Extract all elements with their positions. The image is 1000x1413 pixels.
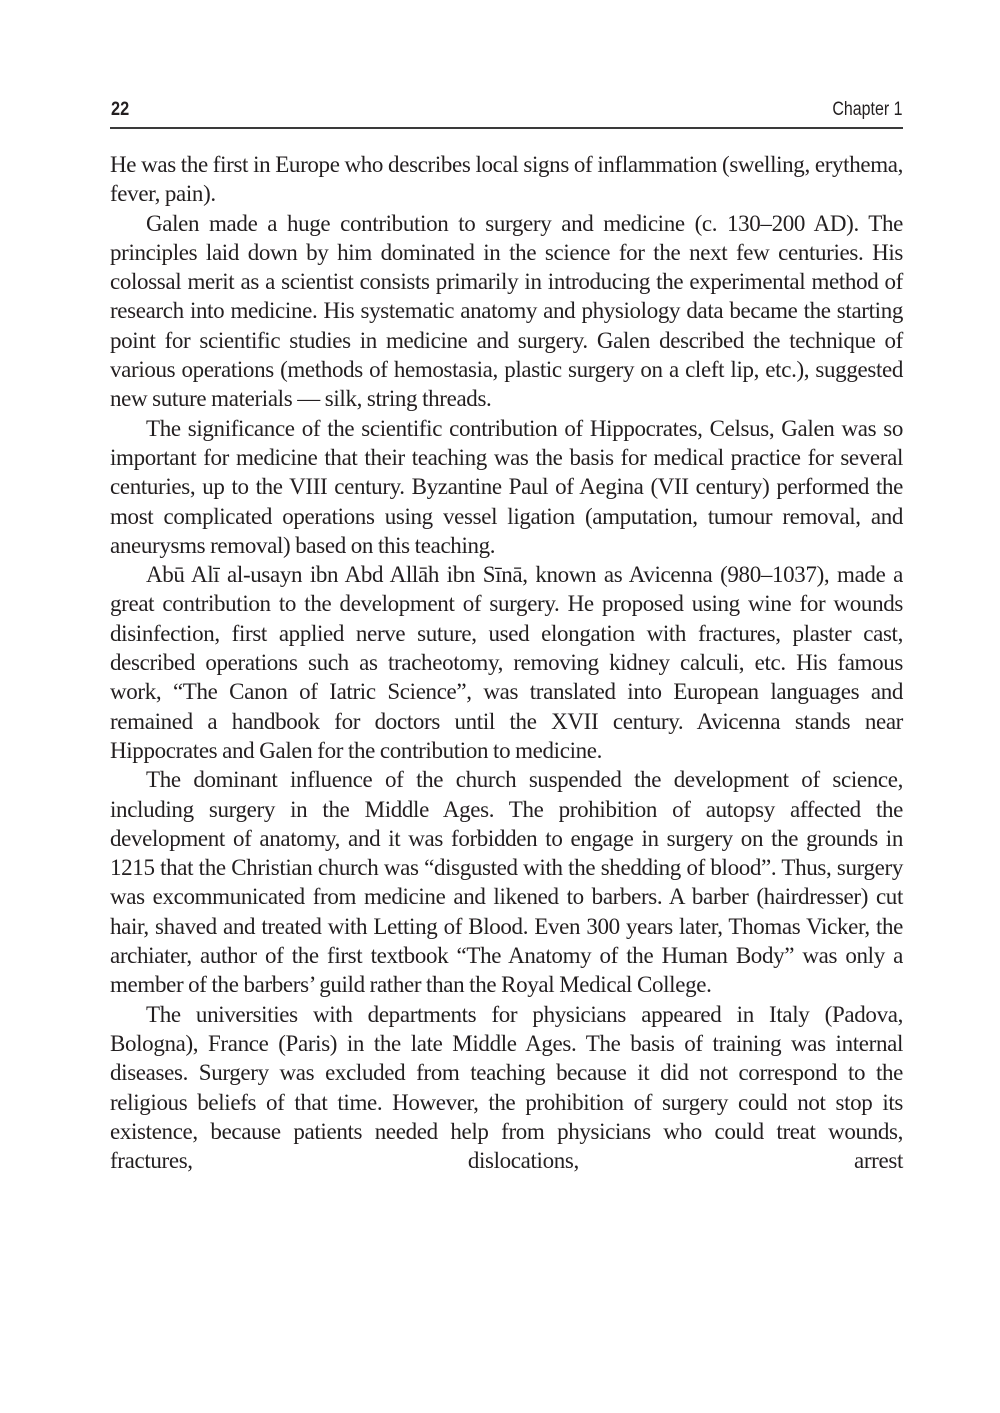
paragraph-galen: Galen made a huge contribution to surgery and medicine (c. 130–200 AD). The principles laid down by him dominated in the science for the next few centuries. His colossal merit as a scientist consists primarily in introducing the experimental method of research into medicine. His systematic anatomy and physiology data became the starting point for scientific studies in medicine and surgery. Galen described the technique of various operations (methods of hemostasia, plastic surgery on a cleft lip, etc.), suggested new suture materials — silk, string threads.	[110, 210, 903, 412]
header-rule	[110, 127, 903, 129]
paragraph-universities: The universities with departments for physicians appeared in Italy (Padova, Bologna), France (Paris) in the late Middle Ages. The basis of training was internal diseases. Surgery was excluded from teaching because it did not correspond to the religious beliefs of that time. However, the prohibition of surgery could not stop its existence, because patients needed help from physicians who could treat wounds, fractures, dislocations, arrest	[110, 1001, 903, 1174]
paragraph-significance: The significance of the scientific contribution of Hippocrates, Celsus, Galen was so important for medicine that their teaching was the basis for medical practice for several centuries, up to the VIII century. Byzantine Paul of Aegina (VII century) performed the most complicated operations using vessel ligation (amputation, tumour removal, and aneurysms removal) based on this teaching.	[110, 415, 903, 558]
page-number: 22	[111, 99, 130, 120]
running-head	[110, 98, 903, 122]
paragraph-church-influence: The dominant influence of the church suspended the development of science, including surgery in the Middle Ages. The prohibition of autopsy affected the development of anatomy, and it was forbidden to engage in surgery on the grounds in 1215 that the Christian church was “disgusted with the shedding of blood”. Thus, surgery was excommunicated from medicine and likened to barbers. A barber (hairdresser) cut hair, shaved and treated with Letting of Blood. Even 300 years later, Thomas Vicker, the archiater, author of the first textbook “The Anatomy of the Human Body” was only a member of the barbers’ guild rather than the Royal Medical College.	[110, 767, 903, 998]
book-page	[110, 98, 903, 1175]
chapter-label: Chapter 1	[831, 99, 902, 120]
paragraph-inflammation-signs: He was the first in Europe who describes local signs of inflammation (swelling, erythema, fever, pain).	[110, 152, 903, 207]
body-text	[110, 150, 903, 1175]
paragraph-avicenna: Abū Alī al-usayn ibn Abd Allāh ibn Sīnā, known as Avicenna (980–1037), made a great contribution to the development of surgery. He proposed using wine for wounds disinfection, first applied nerve suture, used elongation with fractures, plaster cast, described operations such as tracheotomy, removing kidney calculi, etc. His famous work, “The Canon of Iatric Science”, was translated into European languages and remained a handbook for doctors until the XVII century. Avicenna stands near Hippocrates and Galen for the contribution to medicine.	[110, 562, 903, 763]
